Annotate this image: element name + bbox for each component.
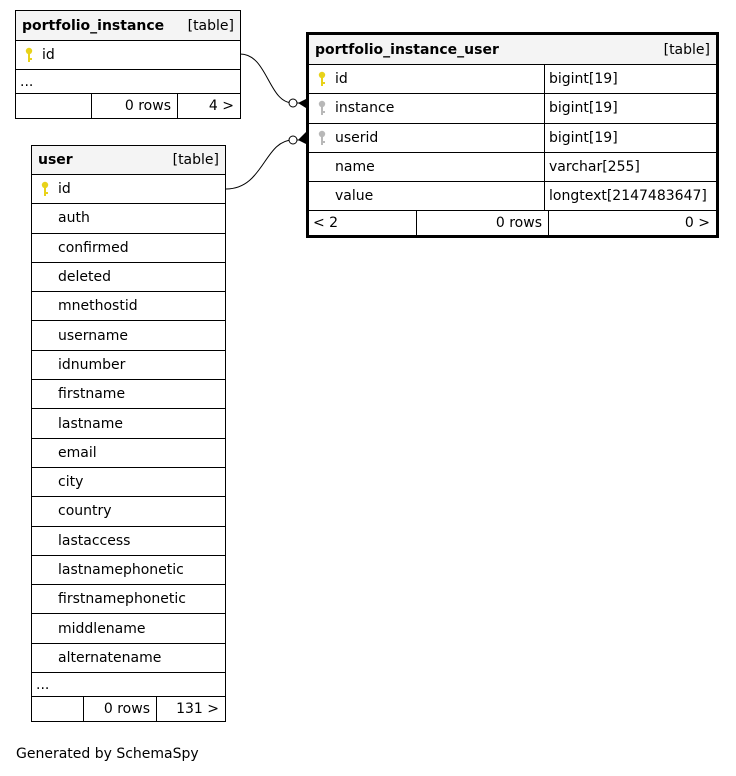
column-name: country: [58, 503, 112, 520]
more-columns: ...: [16, 70, 240, 94]
column-name-cell: [32, 380, 225, 408]
column-name: instance: [335, 100, 395, 117]
table-footer: [309, 211, 716, 235]
table-user[interactable]: [31, 145, 226, 722]
column-type: bigint[19]: [544, 65, 716, 93]
column-name-cell: [32, 351, 225, 379]
column-row[interactable]: [32, 175, 225, 204]
column-row[interactable]: [309, 94, 716, 123]
column-row[interactable]: [32, 644, 225, 673]
column-name-cell: [32, 321, 225, 349]
table-portfolio-instance-user[interactable]: [306, 32, 719, 238]
link-instance-crowfoot: [298, 99, 306, 108]
primary-key-icon: [24, 47, 34, 63]
column-row[interactable]: [32, 527, 225, 556]
column-name-cell: [32, 439, 225, 467]
column-name: value: [335, 188, 374, 205]
footer-row-count: 0 rows: [83, 697, 156, 721]
footer-children[interactable]: 131 >: [156, 697, 225, 721]
key-slot: [32, 181, 58, 197]
column-row[interactable]: [32, 204, 225, 233]
column-row[interactable]: [32, 321, 225, 350]
column-name: auth: [58, 210, 90, 227]
table-name: portfolio_instance: [22, 17, 165, 34]
column-name: id: [42, 47, 55, 63]
column-type: longtext[2147483647]: [544, 182, 716, 210]
column-name: lastname: [58, 415, 123, 432]
column-name-cell: [309, 94, 544, 122]
column-name: userid: [335, 129, 379, 146]
column-name-cell: [32, 234, 225, 262]
column-name: lastaccess: [58, 532, 131, 549]
primary-key-icon: [40, 181, 50, 197]
column-name-cell: [16, 41, 240, 69]
footer-children[interactable]: 0 >: [548, 211, 716, 235]
column-row[interactable]: [32, 614, 225, 643]
column-name-cell: [309, 153, 544, 181]
column-name: firstname: [58, 386, 126, 403]
footer-parents: [16, 94, 91, 118]
key-slot: [309, 130, 335, 146]
table-name: portfolio_instance_user: [315, 41, 499, 58]
column-row[interactable]: [32, 351, 225, 380]
link-userid-optional-marker: [289, 136, 297, 144]
column-name-cell: [32, 263, 225, 291]
column-row[interactable]: [32, 409, 225, 438]
table-name: user: [38, 152, 73, 168]
key-slot: [309, 100, 335, 116]
footer-parents[interactable]: < 2: [313, 215, 339, 232]
column-name: idnumber: [58, 356, 126, 373]
column-name-cell: [309, 124, 544, 152]
column-name-cell: [32, 409, 225, 437]
link-userid-crowfoot: [298, 132, 306, 144]
column-row[interactable]: [32, 263, 225, 292]
column-row[interactable]: [32, 234, 225, 263]
more-columns: ...: [32, 673, 225, 697]
column-name-cell: [32, 175, 225, 203]
column-type: bigint[19]: [544, 124, 716, 152]
column-type: varchar[255]: [544, 153, 716, 181]
column-name-cell: [309, 182, 544, 210]
key-slot: [309, 71, 335, 87]
link-instance-optional-marker: [289, 99, 297, 107]
column-name-cell: [32, 644, 225, 672]
column-name: username: [58, 327, 128, 344]
column-row[interactable]: [32, 439, 225, 468]
column-name: deleted: [58, 269, 111, 286]
column-row[interactable]: [32, 292, 225, 321]
column-name: middlename: [58, 620, 146, 637]
footer-row-count: 0 rows: [416, 211, 548, 235]
column-row[interactable]: [32, 497, 225, 526]
column-name: lastnamephonetic: [58, 562, 184, 578]
column-name-cell: [32, 292, 225, 320]
column-list: [16, 41, 240, 70]
column-name: id: [335, 71, 348, 88]
table-header: [309, 35, 716, 65]
column-name: confirmed: [58, 239, 129, 256]
column-row[interactable]: [32, 380, 225, 409]
footer-children[interactable]: 4 >: [177, 94, 240, 118]
generator-caption: Generated by SchemaSpy: [16, 746, 199, 762]
column-name: id: [58, 181, 71, 198]
column-name-cell: [32, 468, 225, 496]
column-name: firstnamephonetic: [58, 591, 186, 608]
column-name-cell: [32, 204, 225, 232]
column-type: bigint[19]: [544, 94, 716, 122]
column-row[interactable]: [32, 468, 225, 497]
column-row[interactable]: [309, 182, 716, 211]
table-header: [16, 11, 240, 41]
link-portfolio-instance-to-instance: [240, 54, 306, 103]
table-header: [32, 146, 225, 175]
column-name: name: [335, 159, 375, 176]
primary-key-icon: [317, 71, 327, 87]
footer-parents: [32, 697, 83, 721]
column-list: [32, 175, 225, 673]
column-name-cell: [32, 527, 225, 555]
column-row[interactable]: [309, 65, 716, 94]
table-footer: [32, 697, 225, 721]
column-row[interactable]: [309, 153, 716, 182]
foreign-key-icon: [317, 130, 327, 146]
link-user-to-userid: [226, 140, 306, 189]
column-name-cell: [32, 614, 225, 642]
column-name-cell: [309, 65, 544, 93]
column-row[interactable]: [16, 41, 240, 70]
footer-row-count: 0 rows: [91, 94, 177, 118]
column-name-cell: [32, 497, 225, 525]
table-kind: [table]: [187, 17, 234, 34]
table-footer: [16, 94, 240, 118]
column-name: city: [58, 474, 84, 491]
key-slot: [16, 47, 42, 63]
column-row[interactable]: [309, 124, 716, 153]
table-kind: [table]: [663, 41, 710, 58]
column-name: mnethostid: [58, 298, 138, 315]
column-row[interactable]: [32, 585, 225, 614]
column-name-cell: [32, 556, 225, 584]
foreign-key-icon: [317, 100, 327, 116]
table-portfolio-instance[interactable]: [15, 10, 241, 119]
column-name: email: [58, 444, 97, 461]
column-name: alternatename: [58, 649, 162, 666]
table-kind: [table]: [172, 152, 219, 168]
column-row[interactable]: [32, 556, 225, 585]
column-name-cell: [32, 585, 225, 613]
column-list: [309, 65, 716, 211]
